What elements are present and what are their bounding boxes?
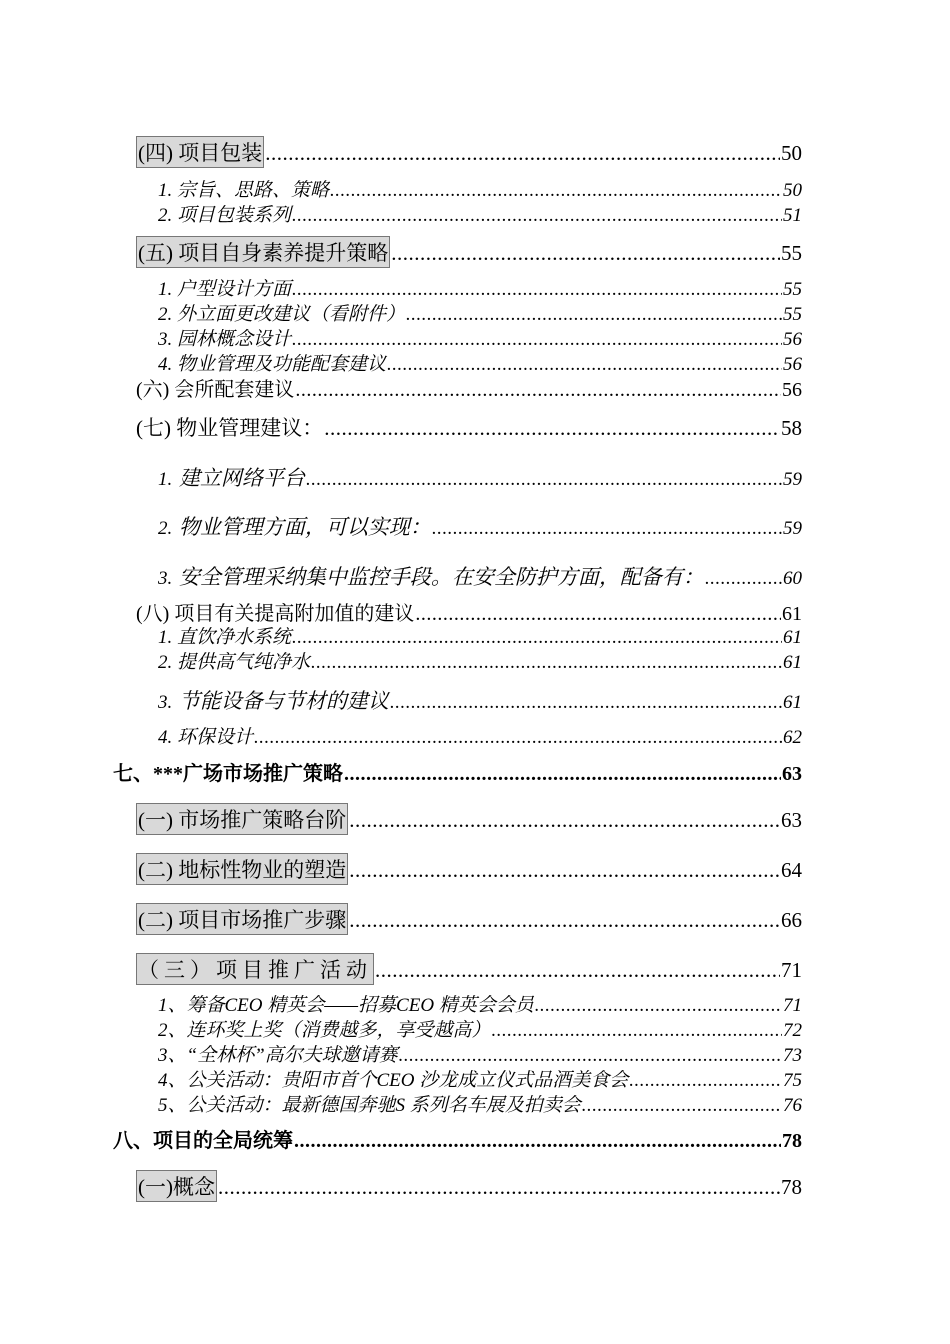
toc-page-number: 72 xyxy=(783,1020,802,1041)
toc-entry-label xyxy=(158,561,704,591)
leader-dots xyxy=(432,518,782,540)
leader-dots xyxy=(294,1130,781,1153)
leader-dots xyxy=(306,469,782,491)
leader-dots xyxy=(295,379,781,402)
toc-page-number: 62 xyxy=(783,727,802,748)
toc-entry-number: 1. xyxy=(158,469,173,490)
toc-entry-label xyxy=(158,511,431,541)
toc-entry-label xyxy=(158,685,389,715)
toc-entry[interactable] xyxy=(158,1040,802,1067)
leader-dots xyxy=(330,180,782,202)
toc-entry-label: 4、公关活动：贵阳市首个CEO 沙龙成立仪式品酒美食会 xyxy=(158,1070,629,1091)
toc-entry[interactable] xyxy=(136,903,802,935)
toc-entry[interactable] xyxy=(158,462,802,492)
toc-entry-label: 5、公关活动：最新德国奔驰S 系列名车展及拍卖会 xyxy=(158,1095,581,1116)
leader-dots xyxy=(349,858,780,883)
toc-entry[interactable] xyxy=(158,647,802,674)
leader-dots xyxy=(265,141,780,166)
leader-dots xyxy=(535,995,782,1017)
toc-page-number: 50 xyxy=(781,141,802,165)
leader-dots xyxy=(629,1070,782,1092)
toc-entry-text: 安全管理采纳集中监控手段。在安全防护方面，配备有： xyxy=(178,565,704,589)
leader-dots xyxy=(344,763,781,786)
toc-entry-label: 2. 提供高气纯净水 xyxy=(158,652,311,673)
toc-entry-label: (二) 地标性物业的塑造 xyxy=(136,853,348,885)
toc-entry[interactable] xyxy=(158,561,802,591)
toc-entry[interactable] xyxy=(158,274,802,301)
leader-dots xyxy=(349,908,780,933)
toc-page-number: 64 xyxy=(781,858,802,882)
toc-entry-label: 3、“全林杯”高尔夫球邀请赛 xyxy=(158,1045,398,1066)
toc-page-number: 56 xyxy=(782,379,802,401)
leader-dots xyxy=(324,416,780,441)
toc-page-number: 59 xyxy=(783,518,802,539)
toc-entry-label: 4. 物业管理及功能配套建议 xyxy=(158,354,387,375)
toc-page-number: 78 xyxy=(781,1175,802,1199)
toc-entry-number: 3. xyxy=(158,568,173,589)
leader-dots xyxy=(705,568,782,590)
toc-entry[interactable] xyxy=(158,1015,802,1042)
toc-entry[interactable] xyxy=(158,299,802,326)
toc-entry-number: 3. xyxy=(158,692,173,713)
toc-entry[interactable] xyxy=(136,803,802,835)
toc-entry-label: 2、连环奖上奖（消费越多，享受越高） xyxy=(158,1020,491,1041)
toc-page-number: 51 xyxy=(783,205,802,226)
toc-entry[interactable] xyxy=(158,622,802,649)
toc-entry-text: 物业管理方面，可以实现： xyxy=(178,515,431,539)
toc-entry-label: 1. 户型设计方面 xyxy=(158,279,292,300)
toc-entry-label: 3. 园林概念设计 xyxy=(158,329,292,350)
toc-chapter-entry[interactable] xyxy=(113,1124,802,1153)
leader-dots xyxy=(254,727,782,749)
toc-entry-label: 1. 宗旨、思路、策略 xyxy=(158,180,330,201)
toc-entry-label: (一) 市场推广策略台阶 xyxy=(136,803,348,835)
toc-entry[interactable] xyxy=(158,722,802,749)
toc-entry[interactable] xyxy=(136,953,802,985)
toc-entry[interactable] xyxy=(136,412,802,442)
toc-page-number: 61 xyxy=(783,692,802,713)
toc-chapter-entry[interactable] xyxy=(113,757,802,786)
toc-entry[interactable] xyxy=(136,236,802,268)
toc-page-number: 78 xyxy=(782,1130,802,1152)
toc-entry[interactable] xyxy=(136,373,802,402)
toc-entry[interactable] xyxy=(158,200,802,227)
toc-page-number: 56 xyxy=(783,329,802,350)
toc-page-number: 61 xyxy=(783,627,802,648)
toc-entry-label: (四) 项目包装 xyxy=(136,136,264,168)
toc-page-number: 60 xyxy=(783,568,802,589)
toc-entry-label: 4. 环保设计 xyxy=(158,727,254,748)
toc-page-number: 61 xyxy=(782,603,802,625)
toc-entry-label: 1、筹备CEO 精英会——招募CEO 精英会会员 xyxy=(158,995,534,1016)
toc-page-number: 63 xyxy=(782,763,802,785)
toc-entry-label: 2. 外立面更改建议（看附件） xyxy=(158,304,406,325)
toc-page-number: 50 xyxy=(783,180,802,201)
toc-page-number: 58 xyxy=(781,416,802,440)
toc-entry-label: 2. 项目包装系列 xyxy=(158,205,292,226)
toc-entry[interactable] xyxy=(158,175,802,202)
leader-dots xyxy=(218,1175,780,1200)
toc-page-number: 71 xyxy=(783,995,802,1016)
toc-page-number: 55 xyxy=(781,241,802,265)
toc-page-number: 76 xyxy=(783,1095,802,1116)
toc-page-number: 56 xyxy=(783,354,802,375)
toc-page-number: 63 xyxy=(781,808,802,832)
toc-entry[interactable] xyxy=(158,1065,802,1092)
toc-entry-label: (五) 项目自身素养提升策略 xyxy=(136,236,390,268)
toc-entry-number: 2. xyxy=(158,518,173,539)
toc-entry-label: (六) 会所配套建议 xyxy=(136,379,295,401)
toc-entry[interactable] xyxy=(158,685,802,715)
leader-dots xyxy=(292,205,782,227)
leader-dots xyxy=(292,627,782,649)
toc-entry-label: (一)概念 xyxy=(136,1170,217,1202)
toc-entry-label: (八) 项目有关提高附加值的建议 xyxy=(136,603,415,625)
leader-dots xyxy=(406,304,782,326)
toc-entry[interactable] xyxy=(158,324,802,351)
toc-page-number: 55 xyxy=(783,304,802,325)
toc-entry-label: 七、***广场市场推广策略 xyxy=(113,763,343,785)
toc-entry[interactable] xyxy=(136,136,802,168)
leader-dots xyxy=(292,279,782,301)
toc-entry-label: （三）项目推广活动 xyxy=(136,953,374,985)
toc-entry-label: (二) 项目市场推广步骤 xyxy=(136,903,348,935)
leader-dots xyxy=(492,1020,782,1042)
leader-dots xyxy=(349,808,780,833)
toc-entry[interactable] xyxy=(136,853,802,885)
toc-page-number: 66 xyxy=(781,908,802,932)
toc-page-number: 55 xyxy=(783,279,802,300)
leader-dots xyxy=(390,692,782,714)
toc-page-number: 75 xyxy=(783,1070,802,1091)
leader-dots xyxy=(399,1045,782,1067)
toc-entry-label: (七) 物业管理建议： xyxy=(136,416,324,440)
toc-entry[interactable] xyxy=(158,1090,802,1117)
toc-page-number: 73 xyxy=(783,1045,802,1066)
toc-entry-text: 建立网络平台 xyxy=(178,466,305,490)
leader-dots xyxy=(391,241,780,266)
toc-entry[interactable] xyxy=(158,511,802,541)
toc-page-number: 61 xyxy=(783,652,802,673)
leader-dots xyxy=(582,1095,782,1117)
toc-page-number: 71 xyxy=(781,958,802,982)
toc-entry[interactable] xyxy=(158,990,802,1017)
toc-page-number: 59 xyxy=(783,469,802,490)
toc-entry-text: 节能设备与节材的建议 xyxy=(178,689,389,713)
toc-entry[interactable] xyxy=(158,349,802,376)
leader-dots xyxy=(292,329,782,351)
leader-dots xyxy=(311,652,782,674)
toc-entry-label: 1. 直饮净水系统 xyxy=(158,627,292,648)
leader-dots xyxy=(375,958,780,983)
toc-entry-label: 八、项目的全局统筹 xyxy=(113,1130,293,1152)
toc-entry-label xyxy=(158,462,305,492)
toc-entry[interactable] xyxy=(136,1170,802,1202)
